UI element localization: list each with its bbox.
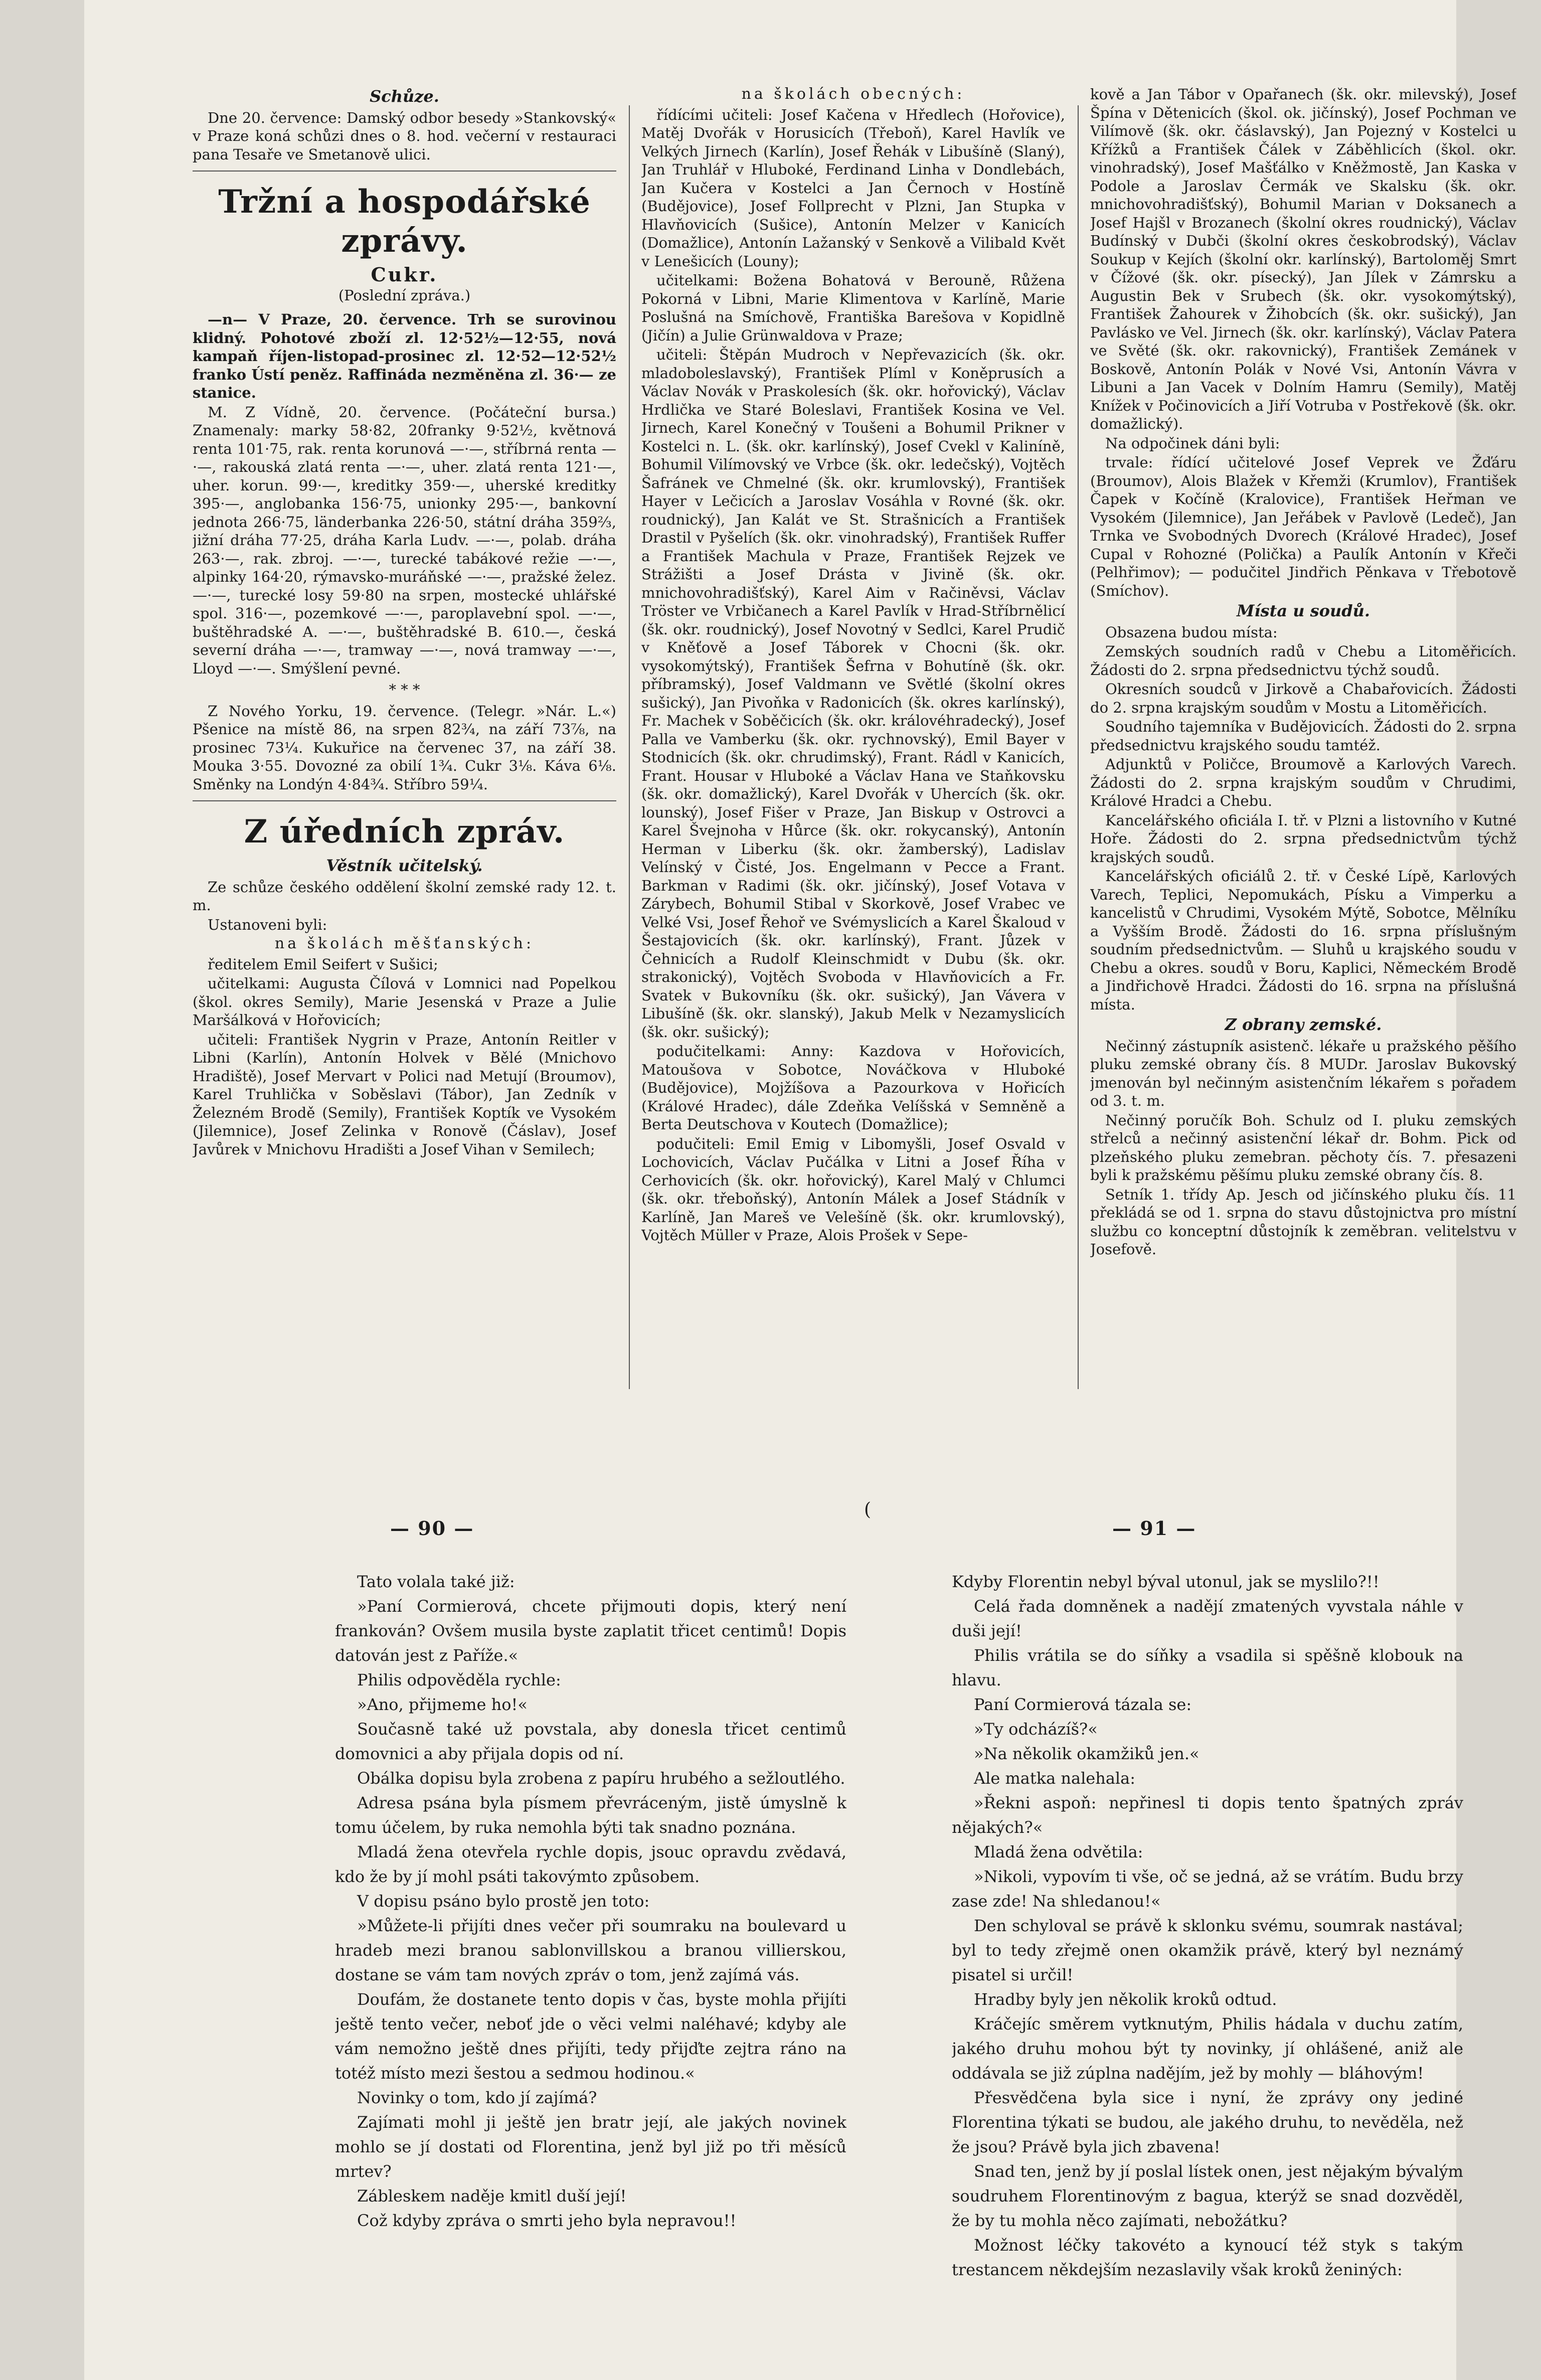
appointed-label: Ustanoveni byli:	[208, 916, 327, 933]
page-number-right: — 91 —	[1112, 1517, 1196, 1540]
story-left-page	[335, 1570, 846, 2352]
retirement-entry: trvale: řídící učitelové Josef Veprek ve Žďáru (Broumov), Alois Blažek v Křemži (Krumlov), František Čapek v Kočíně (Kralovice), František Heřman ve Vysokém (Jilemnice), Jan Jeřábek v Pavlově (Ledeč), Jan Trnka ve Svobodných Dvorech (Králové Hradec), Josef Cupal v Rohozné (Polička) a Paulík Antonín v Křeči (Pelhřimov); — podučitel Jindřich Pěnkava v Třebotově (Smíchov).	[1090, 454, 1516, 599]
court-position-3: Soudního tajemníka v Budějovicích. Žádosti do 2. srpna předsednictvu krajského soudu tamtéž.	[1090, 718, 1516, 754]
story-paragraph: Mladá žena odvětila:	[974, 1842, 1143, 1861]
story-paragraph: Philis vrátila se do síňky a vsadila si spěšně klobouk na hlavu.	[952, 1646, 1463, 1689]
assistant-female-teachers-entry: podučitelkami: Anny: Kazdova v Hořovicích, Matoušova v Sobotce, Nováčkova v Hluboké (Budějovice), Mojžíšova a Pazourkova v Hořicích (Králové Hradec), dále Zdeňka Velíšská v Semněně a Berta Deutschova v Koutech (Domažlice);	[641, 1043, 1065, 1133]
court-intro: Obsazena budou místa:	[1105, 623, 1278, 641]
court-position-2: Okresních soudců v Jirkově a Chabařovicích. Žádosti do 2. srpna krajským soudům v Mostu a Litoměřicích.	[1090, 681, 1516, 716]
retirement-label: Na odpočinek dáni byli:	[1105, 434, 1280, 452]
newspaper-top-section	[193, 85, 1516, 1394]
elementary-schools-heading: na školách obecných:	[741, 85, 965, 103]
story-paragraph: Den schyloval se právě k sklonku svému, soumrak nastával; byl to tedy zřejmě onen okamžik právě, který byl neznámý pisatel si určil!	[952, 1916, 1463, 1984]
margin-mark: (	[864, 1499, 872, 1520]
sugar-text: —n— V Praze, 20. července. Trh se surovinou klidný. Pohotové zboží zl. 12·52½—12·55, nová kampaň říjen-listopad-prosinec zl. 12·52—12·52½ franko Ústí peněz. Raffináda nezměněna zl. 36·— ze stanice.	[193, 311, 616, 401]
newspaper-page	[84, 0, 1516, 2380]
new-york-text: Z Nového Yorku, 19. července. (Telegr. »Nár. L.«) Pšenice na místě 86, na srpen 82¾, na září 73⅞, na prosinec 73¼. Kukuřice na červenec 37, na září 38. Mouka 3·55. Dovozné za obilí 1¾. Cukr 3⅛. Káva 6⅛. Směnky na Londýn 4·84¾. Stříbro 59¼.	[193, 702, 616, 793]
column-rule	[1078, 105, 1079, 1389]
story-paragraph: Celá řada domněnek a nadějí zmatených vyvstala náhle v duši její!	[952, 1597, 1463, 1640]
story-paragraph: »Ano, přijmeme ho!«	[357, 1695, 528, 1714]
court-position-6: Kancelářských oficiálů 2. tř. v České Lípě, Karlových Varech, Teplici, Nepomukách, Písku a Vimperku a kancelistů v Chrudimi, Vysokém Mýtě, Sobotce, Mělníku a Vyšším Brodě. Žádosti do 16. srpna příslušným soudním předsednictvům. — Sluhů u krajského soudu v Chebu a okres. soudů v Boru, Kaplici, Německém Brodě a Jindřichově Hradci. Žádosti do 16. srpna na příslušná místa.	[1090, 868, 1516, 1013]
male-teachers-entry: učiteli: Štěpán Mudroch v Nepřevazicích (šk. okr. mladoboleslavský), František Plíml v Koněprusích a Václav Novák v Praskolesích (šk. okr. hořovický), Václav Hrdlička ve Staré Boleslavi, František Kosina ve Vel. Jirnech, Karel Konečný v Toušeni a Bohumil Prikner v Kostelci n. L. (šk. okr. karlínský), Josef Cvekl v Kaliníně, Bohumil Vilímovský ve Vrbce (šk. okr. ledečský), Vojtěch Šafránek ve Chmelné (šk. okr. krumlovský), František Hayer v Lečicích a Jaroslav Vosáhla v Rovné (šk. okr. roudnický), Jan Kalát ve St. Strašnicích a František Drastil v Pyšelích (šk. okr. vinohradský), František Ruffer a František Machula v Praze, František Rejzek ve Strážišti a Josef Drásta v Jivině (šk. okr. mnichovohradišťský), Karel Aim v Račiněvsi, Václav Tröster ve Vrbičanech a Karel Pavlík v Hrad-Stříbrnělicí (šk. okr. roudnický), Josef Novotný v Sedlci, Karel Prudič v Kněťově a Josef Táborek v Chocni (šk. okr. vysokomýtský), František Šefrna v Bohutíně (šk. okr. příbramský), Josef Valdmann ve Světlé (školní okres sušický), Jan Pivoňka v Radonicích (šk. okres karlínský), Fr. Machek v Soběčicích (šk. okr. královéhradecký), Josef Palla ve Vamberku (šk. okr. rychnovský), Emil Bayer v Stodnicích (šk. okr. chrudimský), Frant. Rádl v Kanicích, Frant. Housar v Hluboké a Václav Hana ve Staňkovsku (šk. okr. domažlický), Karel Dvořák v Uhercích (šk. okr. lounský), Josef Fišer v Praze, Jan Biskup v Ostrovci a Karel Švejnoha v Hůrce (šk. okr. rokycanský), Antonín Herman v Liberku (šk. okr. žamberský), Ladislav Velínský v Čisté, Jos. Engelmann v Pecce a Frant. Barkman v Radimi (šk. okr. jičínský), Josef Votava v Zárybech, Bohumil Stibal v Skorkově, Josef Vrabec ve Velké Vsi, Josef Řehoř ve Svémyslicích a Karel Škaloud v Šestajovicích (šk. okr. karlínský), Frant. Jůzek v Čehnicích a Rudolf Kleinschmidt v Dubu (šk. okr. strakonický), Vojtěch Svoboda v Hlavňovicích a Fr. Svatek v Bukovníku (šk. okr. sušický), Jan Vávera v Libušíně (šk. okr. slanský), Jakub Melk v Nezamyslicích (šk. okr. sušický);	[641, 346, 1065, 1041]
column-3	[1090, 85, 1516, 1394]
story-paragraph: Ale matka nalehala:	[974, 1769, 1136, 1788]
story-paragraph: Obálka dopisu byla zrobena z papíru hrubého a sežloutlého.	[357, 1769, 845, 1788]
bulletin-intro: Ze schůze českého oddělení školní zemské rady 12. t. m.	[193, 878, 616, 914]
assistant-male-teachers-entry: podučiteli: Emil Emig v Libomyšli, Josef Osvald v Lochovicích, Václav Pučálka v Litni a Josef Říha v Cerhovicích (šk. okr. hořovický), Karel Malý v Chlumci (šk. okr. třeboňský), Antonín Málek a Josef Stádník v Karlíně, Jan Mareš ve Velešíně (šk. okr. krumlovský), Vojtěch Müller v Praze, Alois Prošek v Sepe-	[641, 1135, 1065, 1244]
story-paragraph: Současně také už povstala, aby donesla třicet centimů domovnici a aby přijala dopis od ní.	[335, 1720, 846, 1763]
female-teachers-entry: učitelkami: Božena Bohatová v Berouně, Růžena Pokorná v Libni, Marie Klimentova v Karlíně, Marie Poslušná na Smíchově, Františka Barešova v Kopidlně (Jičín) a Julie Grünwaldova v Praze;	[641, 272, 1065, 344]
female-teachers-entry: učitelkami: Augusta Čílová v Lomnici nad Popelkou (škol. okres Semily), Marie Jesenská v Praze a Julie Maršálková v Hořovicích;	[193, 975, 616, 1029]
story-paragraph: Tato volala také již:	[357, 1572, 515, 1591]
defense-heading: Z obrany zemské.	[1225, 1015, 1382, 1034]
story-paragraph: Paní Cormierová tázala se:	[974, 1695, 1192, 1714]
court-position-4: Adjunktů v Poličce, Broumově a Karlových Varech. Žádosti do 2. srpna krajským soudům v Chrudimi, Králové Hradci a Chebu.	[1090, 756, 1516, 809]
sugar-subheading: (Poslední zpráva.)	[338, 286, 471, 304]
story-paragraph: Doufám, že dostanete tento dopis v čas, byste mohla přijíti ještě tento večer, neboť jde o věci velmi naléhavé; kdyby ale vám nemožno ještě dnes přijíti, tedy přijďte zejtra ráno na totéž místo mezi šestou a sedmou hodinou.«	[335, 1990, 846, 2083]
story-paragraph: Snad ten, jenž by jí poslal lístek onen, jest nějakým bývalým soudruhem Florentinovým z bagua, kterýž se snad dozvěděl, že by tu mohla něco zajímati, nebožátku?	[952, 2162, 1463, 2230]
teacher-bulletin-heading: Věstník učitelský.	[326, 856, 483, 875]
story-paragraph: »Řekni aspoň: nepřinesl ti dopis tento špatných zpráv nějakých?«	[952, 1793, 1463, 1837]
male-teachers-entry: učiteli: František Nygrin v Praze, Antonín Reitler v Libni (Karlín), Antonín Holvek v Bělé (Mnichovo Hradiště), Josef Mervart v Polici nad Metují (Broumov), Karel Truhlička v Soběslavi (Tábor), Jan Zedník v Železném Brodě (Semily), František Koptík ve Vysokém (Jilemnice), Josef Zelinka v Ronově (Čáslav), Josef Javůrek v Mnichovu Hradišti a Josef Vihan v Semilech;	[193, 1031, 616, 1158]
stars-separator: * * *	[389, 681, 420, 698]
market-heading: Tržní a hospodářské zprávy.	[218, 183, 591, 260]
column-rule	[629, 105, 630, 1389]
story-paragraph: V dopisu psáno bylo prostě jen toto:	[357, 1892, 650, 1911]
court-position-1: Zemských soudních radů v Chebu a Litoměřicích. Žádosti do 2. srpna předsednictvu týchž soudů.	[1090, 643, 1516, 678]
story-paragraph: Zajímati mohl ji ještě jen bratr její, ale jakých novinek mohlo se jí dostati od Florentina, jenž byl již po tři měsíců mrtev?	[335, 2113, 846, 2181]
official-news-heading: Z úředních zpráv.	[244, 813, 565, 851]
story-paragraph: »Ty odcházíš?«	[974, 1720, 1098, 1739]
schuze-heading: Schůze.	[370, 87, 439, 106]
divider	[193, 171, 616, 172]
sugar-heading: Cukr.	[371, 263, 438, 286]
story-paragraph: Mladá žena otevřela rychle dopis, jsouc opravdu zvědavá, kdo že by jí mohl psáti takovýmto způsobem.	[335, 1842, 846, 1886]
page-number-left: — 90 —	[390, 1517, 474, 1540]
story-paragraph: Přesvědčena byla sice i nyní, že zprávy ony jediné Florentina týkati se budou, ale jakého druhu, to nevěděla, než že jsou? Právě byla jich zbavena!	[952, 2088, 1463, 2156]
vienna-text: M. Z Vídně, 20. července. (Počáteční bursa.) Znamenaly: marky 58·82, 20franky 9·52½, květnová renta 101·75, rak. renta korunová —·—, stříbrná renta —·—, rakouská zlatá renta —·—, uher. zlatá renta 121·—, uher. korun. 99·—, kreditky 359·—, uherské kreditky 395·—, anglobanka 156·75, unionky 295·—, bankovní jednota 266·75, länderbanka 226·50, státní dráha 359⅔, jižní dráha 77·25, dráha Karla Ludv. —·—, polab. dráha 263·—, rak. zbroj. —·—, turecké tabákové režie —·—, alpinky 164·20, rýmavsko-muráňské —·—, pražské želez. —·—, turecké losy 59·80 na srpen, mostecké uhlářské spol. 316·—, pozemkové —·—, paroplavební spol. —·—, buštěhradské A. —·—, buštěhradské B. 610.—, česká severní dráha —·—, tramway —·—, nová tramway —·—, Lloyd —·—. Smýšlení pevné.	[193, 403, 616, 677]
continued-entry: kově a Jan Tábor v Opařanech (šk. okr. milevský), Josef Špína v Dětenicích (škol. ok. jičínský), Josef Pochman ve Vilímově (šk. okr. čáslavský), Jan Pojezný v Kostelci u Křížků a František Čálek v Záběhlicích (škol. okr. vinohradský), Josef Mašťálko v Kněžmostě, Jan Kaska v Podole a Jaroslav Čermák ve Skalsku (šk. okr. mnichovohradišťský), Bohumil Marian v Doksanech a Josef Hajšl v Brozanech (školní okres roudnický), Václav Budínský v Dubči (školní okres českobrodský), Václav Soukup v Kejích (školní okr. karlínský), Bartoloměj Smrt v Čížové (šk. okr. písecký), Jan Jílek v Zámrsku a Augustin Bek v Srubech (šk. okr. vysokomýtský), František Žahourek v Žihobcích (šk. okr. sušický), Jan Pavlásko ve Vel. Jirnech (šk. okr. karlínský), Václav Patera ve Světé (šk. okr. rakovnický), František Zemánek v Boskově, Antonín Polák v Nové Vsi, Antonín Vávra v Libuni a Jan Vacek v Dolním Hamru (Semily), Matěj Knížek v Počinovicích a Jiří Votruba v Postřekově (šk. okr. domažlický).	[1090, 86, 1516, 432]
story-right-page	[952, 1570, 1463, 2352]
column-1	[193, 85, 616, 1394]
court-position-5: Kancelářského oficiála I. tř. v Plzni a listovního v Kutné Hoře. Žádosti do 2. srpna předsednictvům týchž krajských soudů.	[1090, 811, 1516, 866]
story-paragraph: Adresa psána byla písmem převráceným, jistě úmyslně k tomu účelem, by ruka nemohla býti tak snadno poznána.	[335, 1793, 846, 1837]
director-entry: ředitelem Emil Seifert v Sušici;	[208, 955, 438, 973]
story-paragraph: Kráčejíc směrem vytknutým, Philis hádala v duchu zatím, jakého druhu mohou být ty novinky, jí ohlášené, aniž ale oddávala se již zúplna nadějím, jež by mohly — bláhovým!	[952, 2014, 1463, 2083]
story-paragraph: Kdyby Florentin nebyl býval utonul, jak se myslilo?!!	[952, 1572, 1380, 1591]
divider	[193, 800, 616, 801]
story-paragraph: Philis odpověděla rychle:	[357, 1670, 561, 1689]
defense-entry-3: Setník 1. třídy Ap. Jesch od jičínského pluku čís. 11 překládá se od 1. srpna do stavu důstojnictva pro místní službu co konceptní důstojník k zeměbran. velitelstvu v Josefově.	[1090, 1185, 1516, 1258]
story-paragraph: Novinky o tom, kdo jí zajímá?	[357, 2088, 597, 2107]
story-paragraph: Zábleskem naděje kmitl duší její!	[357, 2186, 627, 2205]
column-2	[641, 85, 1065, 1394]
story-paragraph: Což kdyby zpráva o smrti jeho byla nepravou!!	[357, 2211, 737, 2230]
story-paragraph: Možnost léčky takovéto a kynoucí též styk s takým trestancem někdejším nezaslavily však kroků ženiných:	[952, 2236, 1463, 2279]
story-paragraph: Hradby byly jen několik kroků odtud.	[974, 1990, 1277, 2009]
burgher-schools-heading: na školách měšťanských:	[274, 935, 535, 952]
story-paragraph: »Na několik okamžiků jen.«	[974, 1744, 1200, 1763]
story-paragraph: »Paní Cormierová, chcete přijmouti dopis, který není frankován? Ovšem musila byste zaplatit třicet centimů! Dopis datován jest z Paříže.«	[335, 1597, 846, 1665]
story-paragraph: »Nikoli, vypovím ti vše, oč se jedná, až se vrátím. Budu brzy zase zde! Na shledanou!«	[952, 1867, 1463, 1911]
court-positions-heading: Místa u soudů.	[1236, 601, 1371, 620]
schuze-text: Dne 20. července: Damský odbor besedy »Stankovský« v Praze koná schůzi dnes o 8. hod. večerní v restauraci pana Tesaře ve Smetanově ulici.	[193, 109, 616, 163]
head-teachers-entry: řídícími učiteli: Josef Kačena v Hředlech (Hořovice), Matěj Dvořák v Horusicích (Třeboň), Karel Havlík ve Velkých Jirnech (Karlín), Josef Řehák v Libušíně (Slaný), Jan Truhlář v Hluboké, Ferdinand Linha v Dondlebách, Jan Kučera v Kostelci a Jan Černoch v Hostíně (Budějovice), Josef Follprecht v Plzni, Jan Stupka v Hlavňovicích (Sušice), Antonín Melzer v Kanicích (Domažlice), Antonín Lažanský v Senkově a Vilibald Květ v Lenešicích (Louny);	[641, 106, 1065, 270]
defense-entry-2: Nečinný poručík Boh. Schulz od I. pluku zemských střelců a nečinný asistenční lékař dr. Bohm. Pick od plzeňského pluku zemebran. pěchoty čís. 7. přesazeni byli k pražskému pěšímu pluku zemské obrany čís. 8.	[1090, 1111, 1516, 1183]
story-paragraph: »Můžete-li přijíti dnes večer při soumraku na boulevard u hradeb mezi branou sablonvillskou a branou villierskou, dostane se vám tam nových zpráv o tom, jenž zajímá vás.	[335, 1916, 846, 1984]
defense-entry-1: Nečinný zástupník asistenč. lékaře u pražského pěšího pluku zemské obrany čís. 8 MUDr. Jaroslav Bukovský jmenován byl nečinným asistenčním lékařem s pořadem od 3. t. m.	[1090, 1037, 1516, 1109]
